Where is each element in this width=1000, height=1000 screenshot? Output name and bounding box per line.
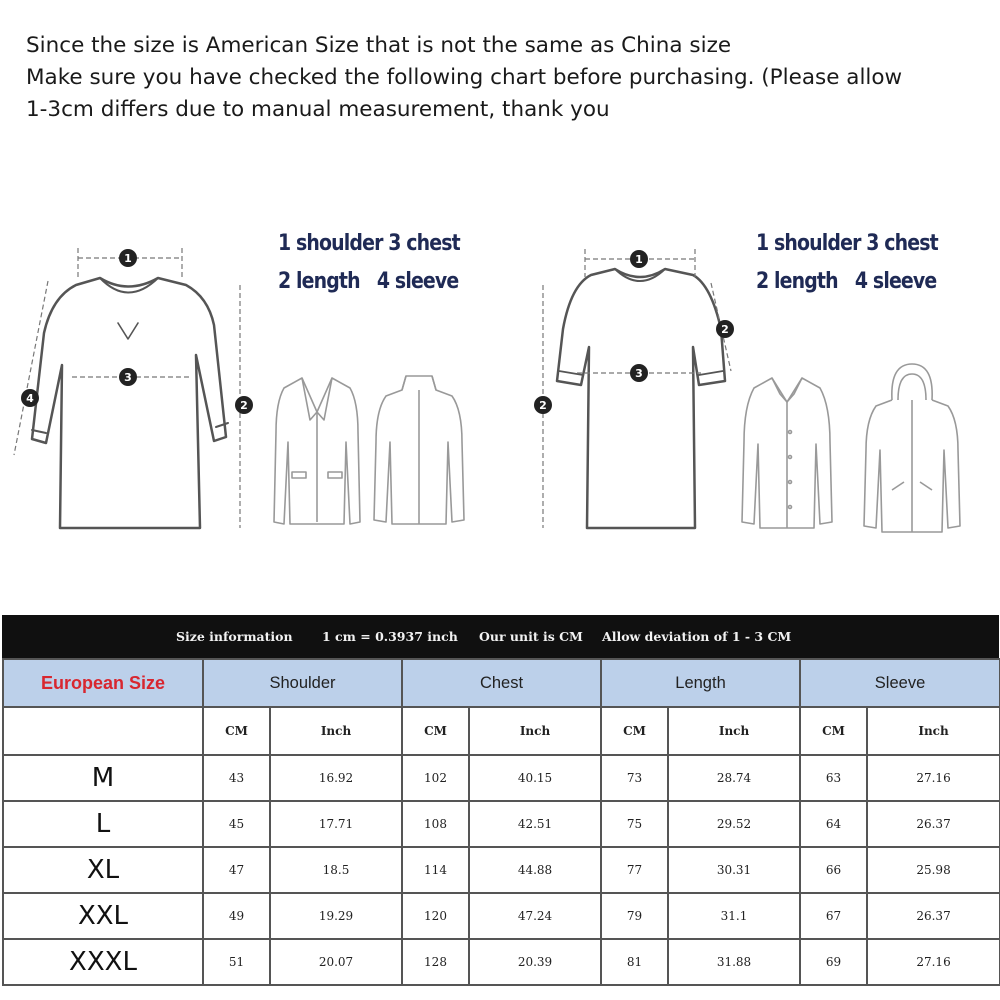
shoulder-cm-cell: 45 [203, 801, 270, 847]
marker-3-label: 3 [635, 367, 643, 380]
length-cm-cell: 73 [601, 755, 668, 801]
sleeve-inch-cell: 26.37 [867, 893, 1000, 939]
shoulder-inch-cell: 17.71 [270, 801, 402, 847]
sleeve-cm-cell: 64 [800, 801, 867, 847]
right-legend-line-1: 1 shoulder 3 chest [756, 231, 938, 256]
size-cell: XL [3, 847, 203, 893]
header-sleeve: Sleeve [800, 659, 1000, 707]
info-unit: Our unit is CM [479, 629, 583, 644]
chest-cm-cell: 108 [402, 801, 469, 847]
left-legend-line-1: 1 shoulder 3 chest [278, 231, 460, 256]
sleeve-inch-cell: 27.16 [867, 939, 1000, 985]
header-chest: Chest [402, 659, 601, 707]
chest-inch-cell: 20.39 [469, 939, 601, 985]
header-length: Length [601, 659, 800, 707]
chest-inch-cell: 40.15 [469, 755, 601, 801]
blazer-icon [272, 372, 362, 532]
sleeve-cm-cell: 63 [800, 755, 867, 801]
chest-cm-cell: 114 [402, 847, 469, 893]
shoulder-inch-cell: 20.07 [270, 939, 402, 985]
marker-2-sleeve-label: 2 [721, 323, 729, 336]
info-conversion: 1 cm = 0.3937 inch [322, 629, 458, 644]
right-legend [756, 225, 938, 301]
info-deviation: Allow deviation of 1 - 3 CM [602, 629, 792, 644]
size-table [2, 658, 1000, 986]
table-row [3, 755, 1000, 801]
units-row [3, 707, 1000, 755]
marker-3-label: 3 [124, 371, 132, 384]
shoulder-inch-cell: 19.29 [270, 893, 402, 939]
size-cell: L [3, 801, 203, 847]
shoulder-cm-cell: 49 [203, 893, 270, 939]
unit-cm: CM [203, 707, 270, 755]
length-cm-cell: 75 [601, 801, 668, 847]
chest-inch-cell: 44.88 [469, 847, 601, 893]
length-inch-cell: 31.88 [668, 939, 800, 985]
shoulder-inch-cell: 18.5 [270, 847, 402, 893]
length-cm-cell: 79 [601, 893, 668, 939]
unit-cm: CM [402, 707, 469, 755]
long-sleeve-measurement-diagram [0, 215, 270, 545]
chest-cm-cell: 128 [402, 939, 469, 985]
size-chart [2, 615, 999, 999]
header-shoulder: Shoulder [203, 659, 402, 707]
length-inch-cell: 28.74 [668, 755, 800, 801]
size-info-bar [2, 615, 999, 658]
chest-inch-cell: 47.24 [469, 893, 601, 939]
length-inch-cell: 29.52 [668, 801, 800, 847]
hoodie-icon [862, 360, 962, 538]
shoulder-cm-cell: 51 [203, 939, 270, 985]
unit-inch: Inch [668, 707, 800, 755]
length-inch-cell: 31.1 [668, 893, 800, 939]
unit-inch: Inch [270, 707, 402, 755]
length-inch-cell: 30.31 [668, 847, 800, 893]
unit-cm: CM [800, 707, 867, 755]
chest-cm-cell: 102 [402, 755, 469, 801]
table-row [3, 847, 1000, 893]
shoulder-inch-cell: 16.92 [270, 755, 402, 801]
left-legend [278, 225, 460, 301]
sleeve-cm-cell: 69 [800, 939, 867, 985]
table-row [3, 801, 1000, 847]
button-shirt-icon [740, 372, 835, 537]
sleeve-inch-cell: 27.16 [867, 755, 1000, 801]
length-cm-cell: 81 [601, 939, 668, 985]
unit-cm: CM [601, 707, 668, 755]
zip-jacket-icon [372, 372, 467, 532]
unit-inch: Inch [469, 707, 601, 755]
size-cell: M [3, 755, 203, 801]
info-title: Size information [176, 629, 293, 644]
table-row [3, 939, 1000, 985]
table-row [3, 893, 1000, 939]
t-shirt-measurement-diagram [515, 235, 755, 545]
unit-inch: Inch [867, 707, 1000, 755]
header-row [3, 659, 1000, 707]
sleeve-cm-cell: 67 [800, 893, 867, 939]
shoulder-cm-cell: 43 [203, 755, 270, 801]
size-cell: XXXL [3, 939, 203, 985]
intro-text [26, 30, 996, 126]
marker-2-label: 2 [240, 399, 248, 412]
intro-line-1: Since the size is American Size that is not the same as China size [26, 33, 732, 58]
marker-2-label: 2 [539, 399, 547, 412]
intro-line-3: 1-3cm differs due to manual measurement, thank you [26, 97, 610, 122]
chest-cm-cell: 120 [402, 893, 469, 939]
marker-1-label: 1 [635, 253, 643, 266]
shoulder-cm-cell: 47 [203, 847, 270, 893]
size-cell: XXL [3, 893, 203, 939]
header-european-size: European Size [3, 659, 203, 707]
intro-line-2: Make sure you have checked the following chart before purchasing. (Please allow [26, 65, 903, 90]
sleeve-inch-cell: 26.37 [867, 801, 1000, 847]
sleeve-inch-cell: 25.98 [867, 847, 1000, 893]
length-cm-cell: 77 [601, 847, 668, 893]
sleeve-cm-cell: 66 [800, 847, 867, 893]
chest-inch-cell: 42.51 [469, 801, 601, 847]
marker-1-label: 1 [124, 252, 132, 265]
units-blank-cell [3, 707, 203, 755]
marker-4-label: 4 [26, 392, 34, 405]
right-legend-line-2: 2 length 4 sleeve [756, 269, 937, 294]
left-legend-line-2: 2 length 4 sleeve [278, 269, 459, 294]
